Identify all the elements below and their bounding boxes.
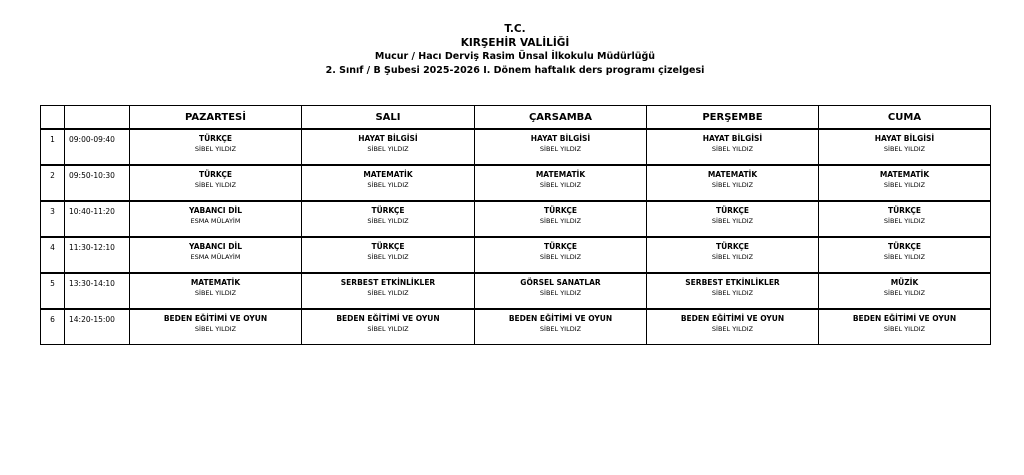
lesson-number: 4 <box>41 237 65 273</box>
lesson-time: 11:30-12:10 <box>65 237 130 273</box>
teacher-name: SİBEL YILDIZ <box>367 181 409 189</box>
time-header-cell <box>65 106 130 130</box>
lesson-time: 09:00-09:40 <box>65 129 130 165</box>
lesson-time: 10:40-11:20 <box>65 201 130 237</box>
lesson-cell <box>302 237 475 273</box>
header-line-4: 2. Sınıf / B Şubesi 2025-2026 I. Dönem haftalık ders programı çizelgesi <box>325 65 705 76</box>
subject-name: BEDEN EĞİTİMİ VE OYUN <box>508 314 613 323</box>
subject-name: MATEMATİK <box>879 170 930 179</box>
teacher-name: SİBEL YILDIZ <box>883 181 926 189</box>
teacher-name: SİBEL YILDIZ <box>711 217 754 225</box>
subject-name: TÜRKÇE <box>543 206 578 215</box>
lesson-cell <box>302 309 475 345</box>
lesson-cell <box>302 273 475 309</box>
lesson-time: 14:20-15:00 <box>65 309 130 345</box>
subject-name: TÜRKÇE <box>543 242 578 251</box>
lesson-cell <box>819 201 991 237</box>
lesson-cell <box>475 237 647 273</box>
teacher-name: SİBEL YILDIZ <box>711 289 754 297</box>
lesson-number: 3 <box>41 201 65 237</box>
lesson-cell <box>819 129 991 165</box>
teacher-name: SİBEL YILDIZ <box>883 253 926 261</box>
teacher-name: SİBEL YILDIZ <box>711 181 754 189</box>
table-row <box>41 201 991 237</box>
subject-name: MATEMATİK <box>707 170 758 179</box>
subject-name: TÜRKÇE <box>887 242 922 251</box>
day-header: ÇARSAMBA <box>475 106 647 130</box>
lesson-cell <box>130 129 302 165</box>
lesson-cell <box>647 273 819 309</box>
day-header: CUMA <box>819 106 991 130</box>
subject-name: BEDEN EĞİTİMİ VE OYUN <box>680 314 785 323</box>
subject-name: HAYAT BİLGİSİ <box>530 134 591 143</box>
subject-name: BEDEN EĞİTİMİ VE OYUN <box>852 314 957 323</box>
subject-name: MATEMATİK <box>535 170 586 179</box>
lesson-cell <box>647 201 819 237</box>
header-line-3: Mucur / Hacı Derviş Rasim Ünsal İlkokulu Müdürlüğü <box>374 51 656 62</box>
subject-name: MÜZİK <box>890 278 919 287</box>
teacher-name: SİBEL YILDIZ <box>367 325 409 333</box>
teacher-name: SİBEL YILDIZ <box>711 253 754 261</box>
teacher-name: SİBEL YILDIZ <box>367 289 409 297</box>
lesson-cell <box>819 237 991 273</box>
lesson-cell <box>819 273 991 309</box>
subject-name: TÜRKÇE <box>371 242 405 251</box>
subject-name: HAYAT BİLGİSİ <box>358 134 418 143</box>
schedule-table <box>40 105 991 345</box>
subject-name: MATEMATİK <box>363 170 413 179</box>
lesson-time: 13:30-14:10 <box>65 273 130 309</box>
lesson-cell <box>475 129 647 165</box>
lesson-number: 6 <box>41 309 65 345</box>
teacher-name: SİBEL YILDIZ <box>367 145 409 153</box>
teacher-name: SİBEL YILDIZ <box>883 325 926 333</box>
corner-cell <box>41 106 65 130</box>
subject-name: GÖRSEL SANATLAR <box>520 278 601 287</box>
teacher-name: SİBEL YILDIZ <box>539 145 582 153</box>
lesson-cell <box>819 309 991 345</box>
lesson-cell <box>819 165 991 201</box>
subject-name: TÜRKÇE <box>887 206 922 215</box>
lesson-cell <box>302 129 475 165</box>
teacher-name: SİBEL YILDIZ <box>539 289 582 297</box>
teacher-name: SİBEL YILDIZ <box>367 253 409 261</box>
lesson-cell <box>475 273 647 309</box>
lesson-cell <box>130 309 302 345</box>
lesson-cell <box>647 129 819 165</box>
lesson-cell <box>647 165 819 201</box>
teacher-name: SİBEL YILDIZ <box>711 325 754 333</box>
day-header: SALI <box>302 106 475 130</box>
subject-name: YABANCI DİL <box>188 206 243 215</box>
subject-name: HAYAT BİLGİSİ <box>702 134 763 143</box>
subject-name: BEDEN EĞİTİMİ VE OYUN <box>336 314 440 323</box>
subject-name: TÜRKÇE <box>715 242 750 251</box>
header-line-2: KIRŞEHİR VALİLİĞİ <box>460 37 570 49</box>
subject-name: MATEMATİK <box>190 278 241 287</box>
table-row <box>41 273 991 309</box>
lesson-cell <box>130 201 302 237</box>
teacher-name: SİBEL YILDIZ <box>194 181 237 189</box>
lesson-number: 1 <box>41 129 65 165</box>
teacher-name: SİBEL YILDIZ <box>367 217 409 225</box>
teacher-name: SİBEL YILDIZ <box>194 289 237 297</box>
subject-name: BEDEN EĞİTİMİ VE OYUN <box>163 314 268 323</box>
subject-name: HAYAT BİLGİSİ <box>874 134 935 143</box>
table-row <box>41 237 991 273</box>
subject-name: TÜRKÇE <box>198 134 233 143</box>
lesson-number: 2 <box>41 165 65 201</box>
teacher-name: ESMA MÜLAYİM <box>190 253 241 261</box>
header-line-1: T.C. <box>504 23 526 35</box>
day-header: PAZARTESİ <box>130 106 302 130</box>
teacher-name: SİBEL YILDIZ <box>883 217 926 225</box>
subject-name: TÜRKÇE <box>715 206 750 215</box>
table-row <box>41 309 991 345</box>
lesson-cell <box>647 237 819 273</box>
lesson-cell <box>647 309 819 345</box>
lesson-time: 09:50-10:30 <box>65 165 130 201</box>
subject-name: TÜRKÇE <box>198 170 233 179</box>
teacher-name: SİBEL YILDIZ <box>883 145 926 153</box>
lesson-cell <box>130 273 302 309</box>
teacher-name: SİBEL YILDIZ <box>883 289 926 297</box>
teacher-name: SİBEL YILDIZ <box>539 181 582 189</box>
lesson-cell <box>302 165 475 201</box>
lesson-cell <box>475 201 647 237</box>
teacher-name: SİBEL YILDIZ <box>711 145 754 153</box>
teacher-name: SİBEL YILDIZ <box>194 325 237 333</box>
teacher-name: ESMA MÜLAYİM <box>190 217 241 225</box>
lesson-cell <box>130 165 302 201</box>
subject-name: TÜRKÇE <box>371 206 405 215</box>
subject-name: SERBEST ETKİNLİKLER <box>685 278 780 287</box>
lesson-cell <box>302 201 475 237</box>
subject-name: SERBEST ETKİNLİKLER <box>340 278 436 287</box>
lesson-cell <box>475 309 647 345</box>
lesson-cell <box>475 165 647 201</box>
header-row <box>41 106 991 130</box>
teacher-name: SİBEL YILDIZ <box>194 145 237 153</box>
lesson-number: 5 <box>41 273 65 309</box>
table-row <box>41 165 991 201</box>
subject-name: YABANCI DİL <box>188 242 243 251</box>
day-header: PERŞEMBE <box>647 106 819 130</box>
teacher-name: SİBEL YILDIZ <box>539 217 582 225</box>
document-header <box>0 22 1024 78</box>
teacher-name: SİBEL YILDIZ <box>539 325 582 333</box>
teacher-name: SİBEL YILDIZ <box>539 253 582 261</box>
table-row <box>41 129 991 165</box>
lesson-cell <box>130 237 302 273</box>
